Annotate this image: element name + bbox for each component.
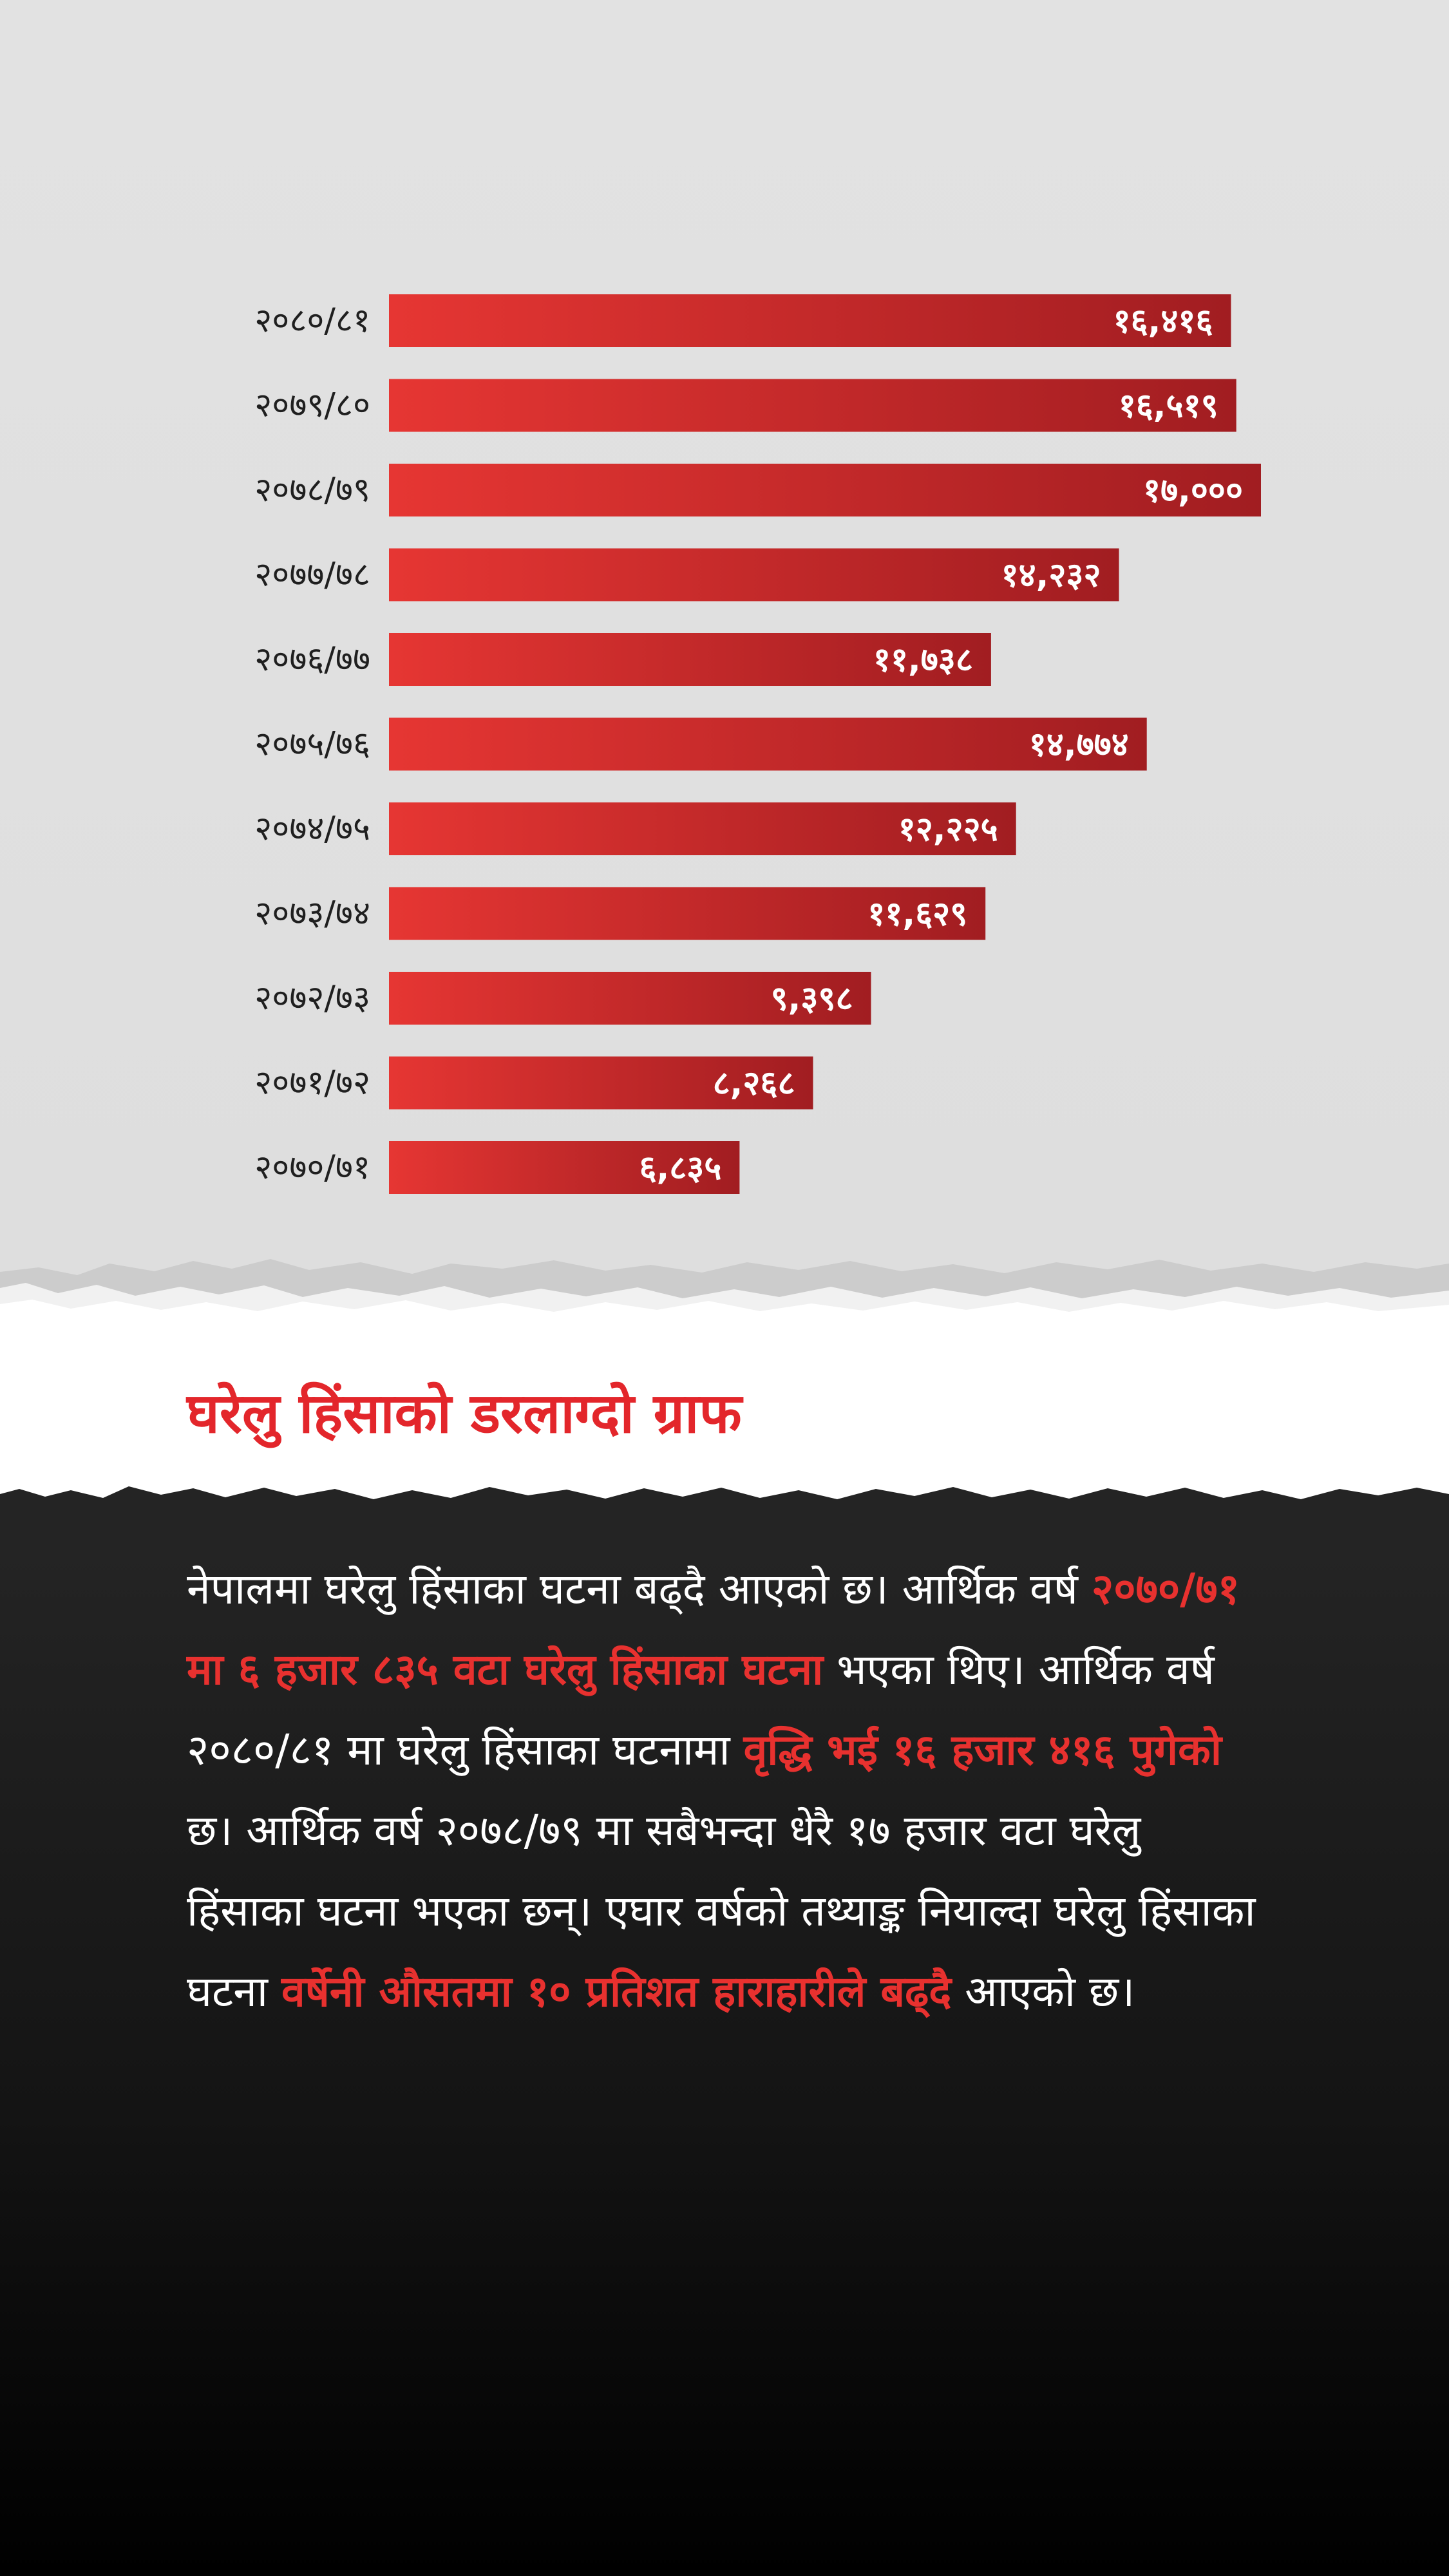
bar-value-label: १४,२३२: [1001, 556, 1101, 595]
bar: [389, 379, 1236, 432]
category-label: २०७६/७७: [254, 640, 370, 679]
summary-paragraph: [187, 1549, 1269, 2032]
category-label: २०७३/७४: [254, 894, 370, 933]
category-label: २०७५/७६: [254, 724, 370, 764]
highlighted-text: वर्षेनी औसतमा १० प्रतिशत हाराहारीले बढ्दै: [281, 1967, 952, 2016]
bar-value-label: ९,३९८: [770, 980, 853, 1018]
bar-value-label: ६,८३५: [639, 1149, 722, 1188]
bar-value-label: १७,०००: [1143, 471, 1243, 510]
category-label: २०७७/७८: [254, 555, 370, 594]
category-label: २०७२/७३: [254, 979, 370, 1018]
bar-value-label: १२,२२५: [898, 810, 998, 849]
category-label: २०७१/७२: [254, 1063, 370, 1103]
paragraph-text: भएका थिए। आर्थिक वर्ष २०८०/८१ मा घरेलु हिंसाका घटनामा: [187, 1645, 1215, 1775]
bar-value-label: ११,७३८: [873, 641, 973, 679]
category-label: २०७४/७५: [254, 810, 370, 848]
bar-value-label: १६,४१६: [1113, 302, 1213, 341]
category-label: २०७९/८०: [254, 386, 370, 425]
bar: [389, 464, 1261, 516]
category-label: २०८०/८१: [254, 301, 370, 340]
highlighted-text: वृद्धि भई १६ हजार ४१६ पुगेको: [743, 1725, 1222, 1775]
category-label: २०७०/७१: [254, 1148, 370, 1187]
paragraph-text: छ। आर्थिक वर्ष २०७८/७९ मा सबैभन्दा धेरै १७ हजार वटा घरेलु हिंसाका घटना भएका छन्। एघार वर्षको तथ्याङ्क नियाल्दा घरेलु हिंसाका घटना: [187, 1806, 1256, 2016]
bar-value-label: ८,२६८: [712, 1064, 795, 1103]
category-label: २०७८/७९: [254, 471, 370, 509]
highlighted-text: २०७०/७१ मा ६ हजार ८३५ वटा घरेलु हिंसाका घटना: [187, 1564, 1240, 1694]
headline-title: घरेलु हिंसाको डरलाग्दो ग्राफ: [187, 1381, 742, 1446]
bar-value-label: ११,६२९: [867, 895, 968, 934]
paragraph-text: आएको छ।: [951, 1967, 1135, 2016]
paragraph-text: नेपालमा घरेलु हिंसाका घटना बढ्दै आएको छ। आर्थिक वर्ष: [187, 1564, 1092, 1614]
bar-value-label: १४,७७४: [1028, 725, 1129, 764]
bar: [389, 294, 1231, 347]
bar-value-label: १६,५१९: [1118, 386, 1218, 426]
